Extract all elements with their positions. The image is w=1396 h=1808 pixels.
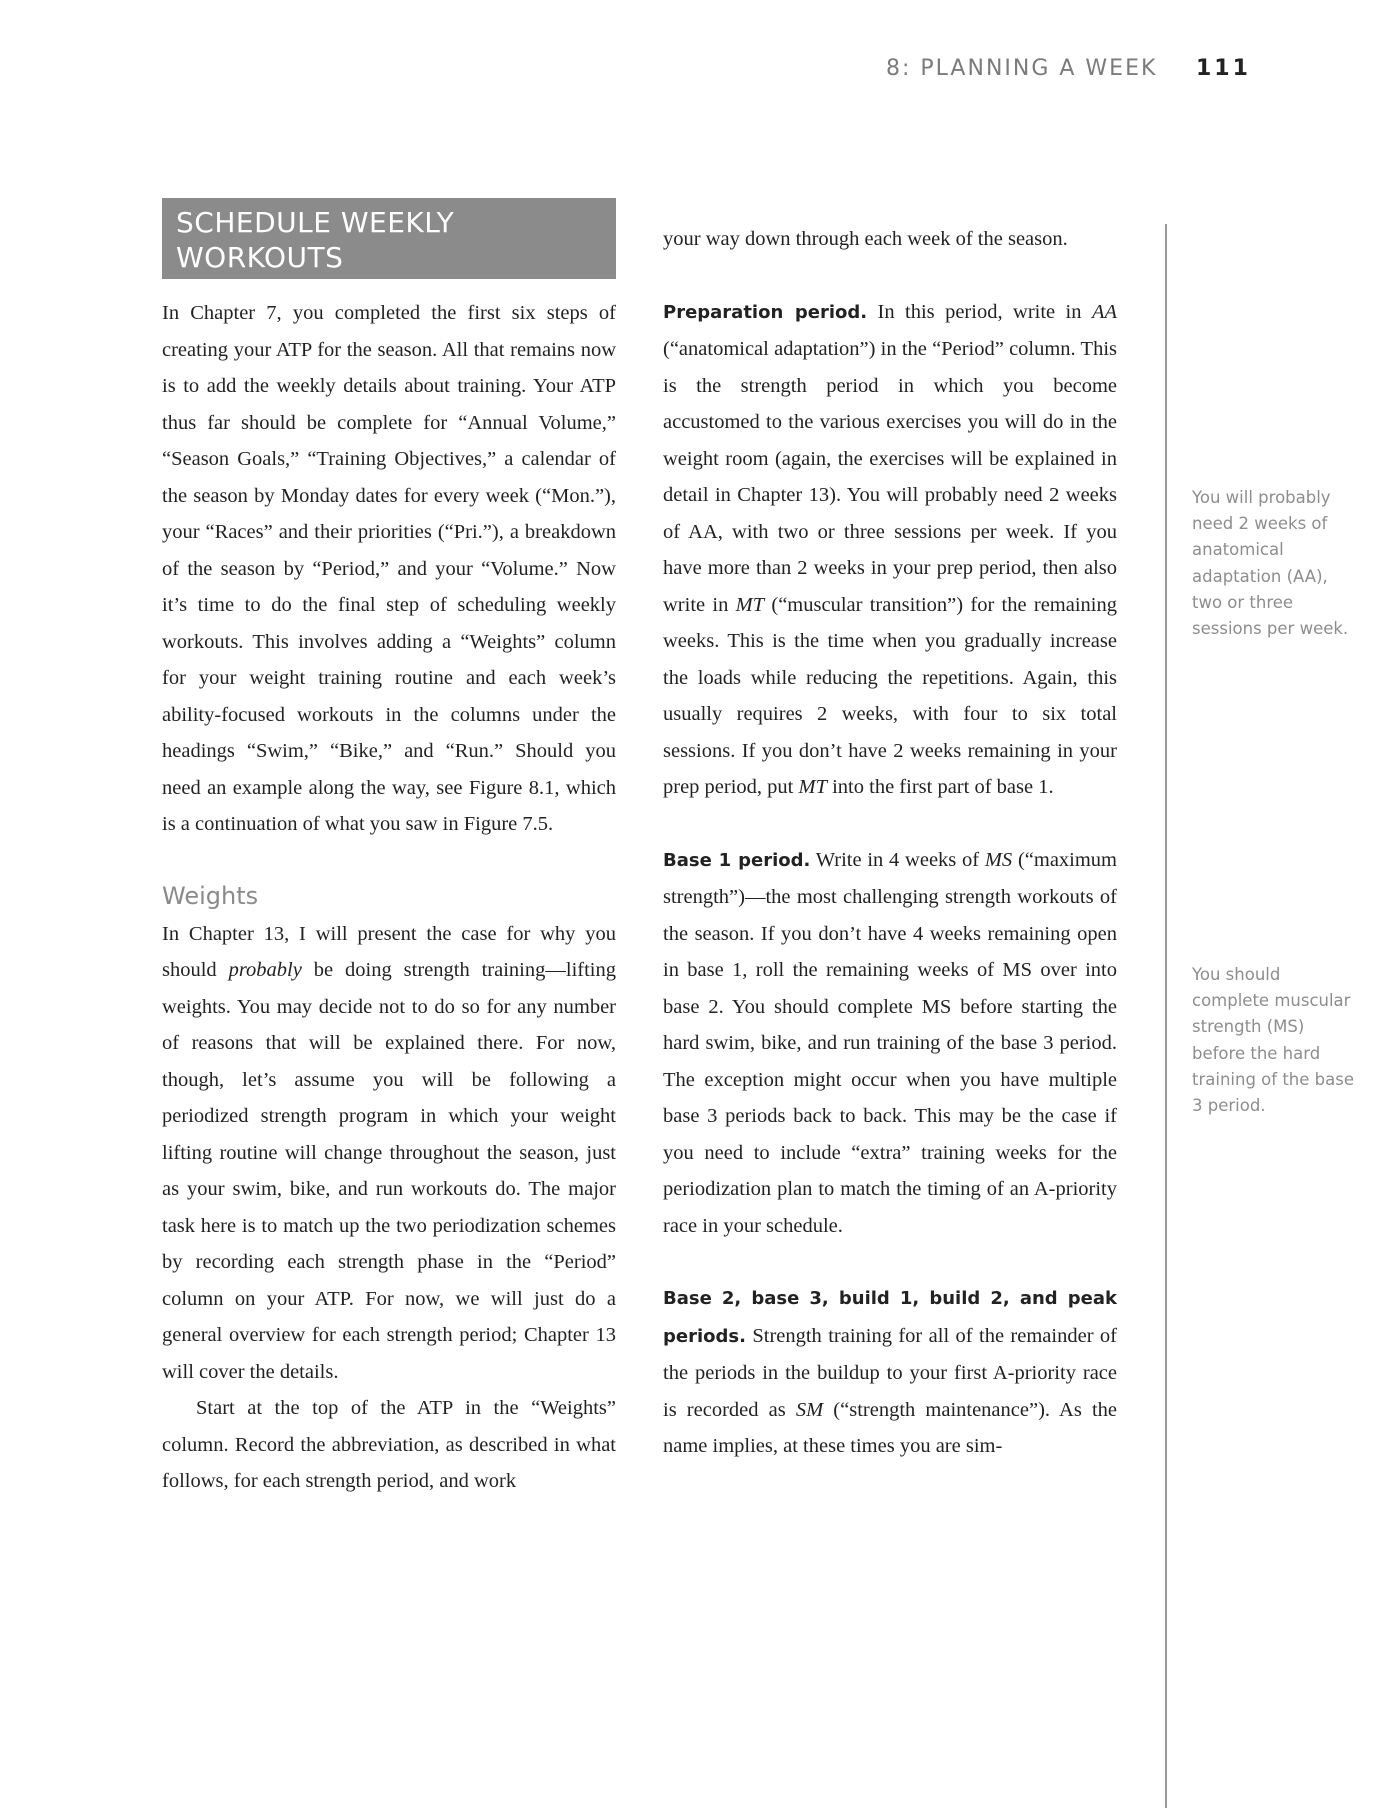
page-number: 111 (1196, 56, 1251, 81)
emphasis-probably: probably (228, 959, 302, 981)
section-heading-line1: SCHEDULE WEEKLY (176, 206, 455, 239)
running-head (886, 56, 1251, 81)
section-heading (162, 198, 616, 279)
weights-subheading: Weights (162, 881, 259, 910)
base2-period-paragraph: Base 2, base 3, build 1, build 2, and peak periods. Strength training for all of the remainder of the periods in the buildup to your first A-priority race is recorded as SM (“strength maintenance”). As the name implies, at these times you are sim- (663, 1288, 1117, 1457)
right-column (663, 221, 1117, 1465)
chapter-title: 8: PLANNING A WEEK (886, 56, 1158, 81)
base1-period-paragraph: Base 1 period. Write in 4 weeks of MS (“maximum strength”)—the most challenging strength workouts of the season. If you don’t have 4 weeks remaining open in base 1, roll the remaining weeks of MS over into base 2. You should complete MS before starting the hard swim, bike, and run training of the base 3 period. The exception might occur when you have multiple base 3 periods back to back. This may be the case if you need to include “extra” training weeks for the periodization plan to match the timing of an A-priority race in your schedule. (663, 848, 1117, 1237)
margin-rule (1165, 224, 1167, 1808)
sidenote-muscular-strength: You should complete muscular strength (MS) before the hard training of the base 3 period. (1192, 965, 1354, 1116)
intro-paragraph: In Chapter 7, you completed the first six steps of creating your ATP for the season. All that remains now is to add the weekly details about training. Your ATP thus far should be complete for “Annual Volume,” “Season Goals,” “Training Objectives,” a calendar of the season by Monday dates for every week (“Mon.”), your “Races” and their priorities (“Pri.”), a breakdown of the season by “Period,” and your “Volume.” Now it’s time to do the final step of scheduling weekly workouts. This involves adding a “Weights” column for your weight training routine and each week’s ability-focused workouts in the columns under the headings “Swim,” “Bike,” and “Run.” Should you need an example along the way, see Figure 8.1, which is a continuation of what you saw in Figure 7.5. (162, 302, 616, 835)
preparation-period-heading: Preparation period. (663, 301, 868, 323)
base1-period-heading: Base 1 period. (663, 849, 811, 871)
weights-paragraph: In Chapter 13, I will present the case for why you should probably be doing strength training—lifting weights. You may decide not to do so for any number of reasons that will be explained there. For now, though, let’s assume you will be following a periodized strength program in which your weight lifting routine will change throughout the season, just as your swim, bike, and run workouts do. The major task here is to match up the two periodization schemes by recording each strength phase in the “Period” column on your ATP. For now, we will just do a general overview for each strength period; Chapter 13 will cover the details. (162, 922, 616, 1383)
base2-period-heading: Base 2, base 3, build 1, build 2, and peak periods. (663, 1288, 1117, 1347)
atp-instructions-paragraph: Start at the top of the ATP in the “Weights” column. Record the abbreviation, as described in what follows, for each strength period, and work (162, 1397, 616, 1492)
preparation-period-paragraph: Preparation period. In this period, write in AA (“anatomical adaptation”) in the “Period” column. This is the strength period in which you become accustomed to the various exercises you will do in the weight room (again, the exercises will be explained in detail in Chapter 13). You will probably need 2 weeks of AA, with two or three sessions per week. If you have more than 2 weeks in your prep period, then also write in MT (“muscular transition”) for the remaining weeks. This is the time when you gradually increase the loads while reducing the repetitions. Again, this usually requires 2 weeks, with four to six total sessions. If you don’t have 2 weeks remaining in your prep period, put MT into the first part of base 1. (663, 300, 1117, 798)
section-heading-line2: WORKOUTS (176, 241, 344, 274)
continuation-line: your way down through each week of the season. (663, 228, 1068, 250)
left-column (162, 198, 616, 1500)
sidenote-anatomical-adaptation: You will probably need 2 weeks of anatomical adaptation (AA), two or three sessions per week. (1192, 488, 1349, 639)
